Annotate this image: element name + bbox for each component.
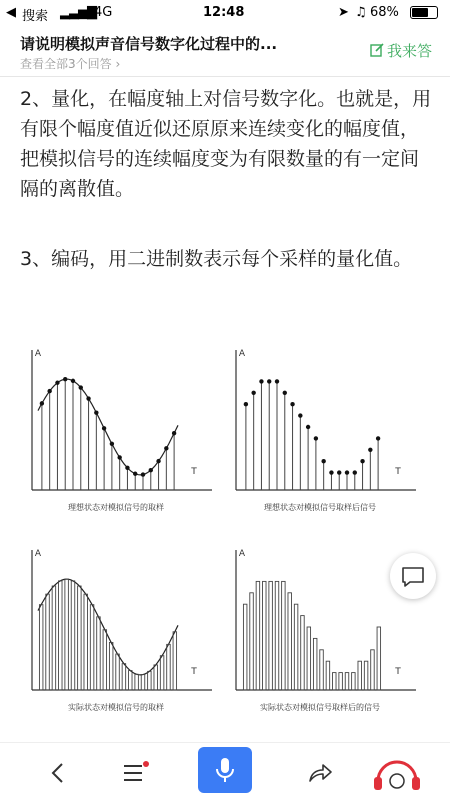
view-all-answers[interactable] [20,55,120,72]
sample-bar [135,674,139,690]
sample-bar [59,581,63,690]
network: 4G [94,5,113,20]
view-all-label: 查看全部3个回答 [20,57,112,71]
app-button[interactable] [372,753,422,793]
sample-bar [116,654,120,690]
axis-label-t: T [395,467,401,477]
sample-point [321,459,325,463]
sample-point [164,446,168,450]
clock: 12:48 [203,5,245,20]
sample-point [353,470,357,474]
answer-button[interactable] [370,40,432,61]
figure-real-sampling [32,549,212,712]
back-arrow-icon: ◀ [6,5,16,20]
mic-icon [198,747,252,793]
axis-label-a: A [34,549,42,559]
sampling-figures [0,330,450,730]
caption-ideal-sampled: 理想状态对模拟信号取样后信号 [264,503,376,512]
sample-point [306,425,310,429]
sample-bar [333,673,337,690]
sample-point [102,426,106,430]
sample-bar [294,604,298,690]
axis-label-t: T [395,667,401,677]
sample-bar [243,604,247,690]
sample-bar [129,671,133,690]
back-icon [48,761,68,785]
sample-bar [39,605,43,690]
sample-bar [256,581,260,690]
status-bar [0,0,450,26]
sample-bar [52,586,56,690]
bottom-toolbar [0,742,450,801]
sample-bar [263,581,267,690]
menu-button[interactable] [115,753,155,793]
sample-point [40,401,44,405]
sample-point [329,470,333,474]
sample-bar [301,616,305,690]
sample-bar [358,661,362,690]
sample-bar [371,650,375,690]
sample-bar [275,581,279,690]
sample-bar [320,650,324,690]
answer-label: 我来答 [386,42,432,60]
sample-point [345,470,349,474]
paragraph-quantize: 2、量化，在幅度轴上对信号数字化。也就是，用有限个幅度值近似还原原来连续变化的幅度值，把模拟信号的连续幅度变为有限数量的有一定间隔的离散值。 [20,88,432,200]
sample-bar [148,671,152,690]
sample-point [79,385,83,389]
share-icon [306,761,334,785]
sample-bar [352,673,356,690]
sample-point [259,379,263,383]
sample-point [376,436,380,440]
figure-ideal-sampled [236,349,416,512]
sample-bar [90,605,94,690]
axis-label-a: A [238,549,246,559]
sample-point [63,377,67,381]
sample-point [149,468,153,472]
headphone-icon: ♫ [355,5,367,20]
sample-bar [167,644,171,690]
sample-bar [154,665,158,690]
paragraph-encode: 3、编码，用二进制数表示每个采样的量化值。 [20,248,413,270]
sample-bar [326,661,330,690]
sample-bar [160,656,164,690]
axis-label-a: A [238,349,246,359]
chat-icon [390,553,436,599]
sample-bar [84,594,88,690]
sample-bar [97,617,101,690]
caption-ideal-sampling: 理想状态对模拟信号的取样 [68,503,164,512]
sample-point [267,379,271,383]
location-icon: ➤ [338,5,349,20]
sample-point [156,459,160,463]
sample-point [337,470,341,474]
sample-point [172,431,176,435]
sample-point [283,391,287,395]
battery-icon [410,6,438,19]
sample-point [360,459,364,463]
sample-bar [122,664,126,690]
axis-label-a: A [34,349,42,359]
sample-point [251,391,255,395]
sample-bar [377,627,381,690]
caption-real-sampling: 实际状态对模拟信号的取样 [68,703,164,712]
sample-bar [313,638,317,690]
sample-bar [173,632,177,690]
sample-point [368,448,372,452]
question-header [0,26,450,77]
sample-bar [307,627,311,690]
share-button[interactable] [300,753,340,793]
sample-point [314,436,318,440]
sample-point [110,442,114,446]
sample-point [141,472,145,476]
axis-label-t: T [191,667,197,677]
sample-point [55,381,59,385]
signal-icon: ▂▃▅▇ [60,5,96,20]
sample-point [117,455,121,459]
voice-button[interactable] [198,747,252,793]
battery-percent: 68% [370,5,399,20]
sample-bar [71,581,75,690]
menu-icon [121,761,149,785]
sample-point [86,396,90,400]
sample-bar [109,642,113,690]
sample-bar [46,594,50,690]
sample-bar [288,593,292,690]
chevron-right-icon: › [115,57,121,71]
chat-float-button[interactable] [390,553,436,599]
sample-bar [282,581,286,690]
sample-point [290,402,294,406]
axis-label-t: T [191,467,197,477]
sample-bar [65,579,69,690]
edit-icon [370,43,384,57]
sample-point [71,379,75,383]
app-icon [372,753,422,793]
sample-point [275,379,279,383]
sample-point [125,466,129,470]
caption-real-sampled: 实际状态对模拟信号取样后的信号 [260,703,380,712]
figure-real-sampled [236,549,416,712]
sample-bar [345,673,349,690]
sample-bar [103,630,107,690]
sample-bar [364,661,368,690]
sample-bar [250,593,254,690]
sample-bar [141,675,145,690]
sample-point [47,389,51,393]
sample-bar [339,673,343,690]
sample-bar [269,581,273,690]
sample-point [94,410,98,414]
carrier: 搜索 [22,9,49,24]
sample-point [133,472,137,476]
sample-point [298,413,302,417]
question-title[interactable]: 请说明模拟声音信号数字化过程中的... [20,35,278,53]
back-button[interactable] [38,753,78,793]
analog-curve [38,579,178,675]
sample-bar [78,586,82,690]
sample-point [244,402,248,406]
figure-ideal-sampling [32,349,212,512]
